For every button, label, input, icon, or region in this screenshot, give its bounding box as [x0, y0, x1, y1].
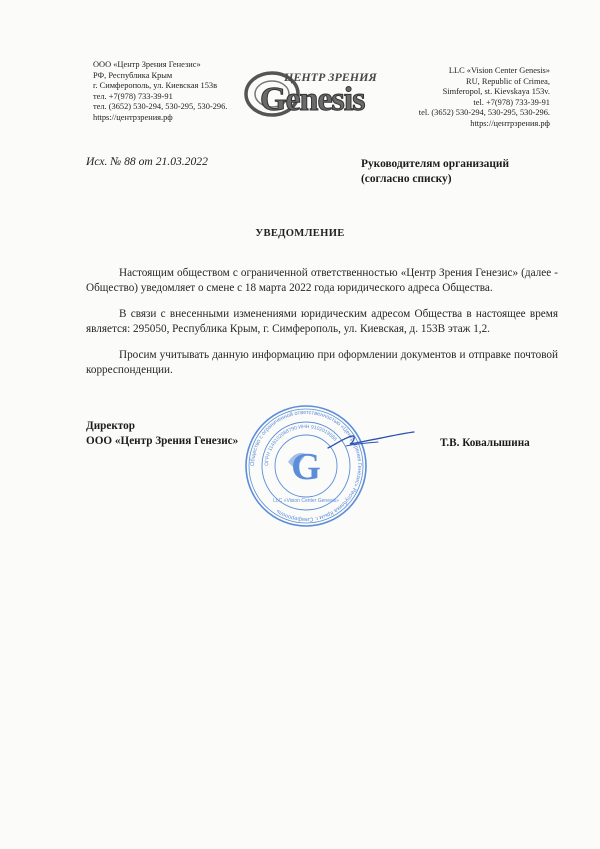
header-left-line: тел. (3652) 530-294, 530-295, 530-296. [93, 102, 228, 112]
header-left-line: тел. +7(978) 733-39-91 [93, 91, 173, 101]
body-paragraph: Настоящим обществом с ограниченной ответственностью «Центр Зрения Генезис» (далее - Общество) уведомляет о смене с 18 марта 2022 года юридического адреса Общества. [86, 267, 558, 294]
body-paragraph: Просим учитывать данную информацию при оформлении документов и отправке почтовой корреспонденции. [86, 349, 558, 376]
header-right-line: LLC «Vision Center Genesis» [448, 66, 550, 75]
header-left-line: https://центрзрения.рф [93, 112, 173, 122]
header-right-line: https://центрзрения.рф [470, 118, 550, 128]
logo-top-text: ЦЕНТР ЗРЕНИЯ [284, 70, 377, 84]
stamp-center-letter: G [291, 446, 321, 488]
addressee-line: (согласно списку) [361, 173, 452, 185]
logo-main-text: Genesis [260, 81, 365, 118]
addressee [361, 157, 561, 187]
document-title: УВЕДОМЛЕНИЕ [255, 228, 345, 239]
signatory-name: Т.В. Ковалышина [440, 437, 530, 449]
header-right-line: tel. (3652) 530-294, 530-295, 530-296. [418, 108, 550, 118]
addressee-line: Руководителям организаций [361, 158, 510, 170]
outgoing-reference: Исх. № 88 от 21.03.2022 [86, 155, 208, 168]
body-paragraph: В связи с внесенными изменениями юридическим адресом Общества в настоящее время является: 295050, Республика Крым, г. Симферополь, ул. Киевская, д. 153В этаж 1,2. [86, 308, 558, 335]
header-left-line: РФ, Республика Крым [93, 70, 173, 80]
header-right-line: Simferopol, st. Kievskaya 153v. [442, 87, 550, 97]
document-body [86, 266, 558, 390]
signatory-title: Директор [86, 420, 135, 432]
genesis-logo [240, 66, 392, 118]
header-left-line: ООО «Центр Зрения Генезис» [93, 60, 201, 69]
header-left-line: г. Симферополь, ул. Киевская 153в [93, 81, 218, 91]
signatory-company: ООО «Центр Зрения Генезис» [86, 435, 239, 447]
signatory-role [86, 419, 238, 449]
header-right-address [380, 66, 550, 130]
stamp-bottom-text: LLC «Vision Center Genesis» [273, 498, 339, 504]
header-right-line: RU, Republic of Crimea, [466, 76, 550, 86]
header-right-line: tel. +7(978) 733-39-91 [473, 97, 550, 107]
company-stamp [244, 404, 368, 528]
stamp-outer-text: Общество с ограниченной ответственностью «Центр Зрения Генезис» Республика Крым г. Симферополь [249, 409, 363, 523]
handwritten-signature [326, 424, 416, 454]
stamp-inner-text: ОГРН 1149102088790 ИНН 9102019588 [263, 423, 338, 467]
header-left-address [93, 60, 263, 124]
